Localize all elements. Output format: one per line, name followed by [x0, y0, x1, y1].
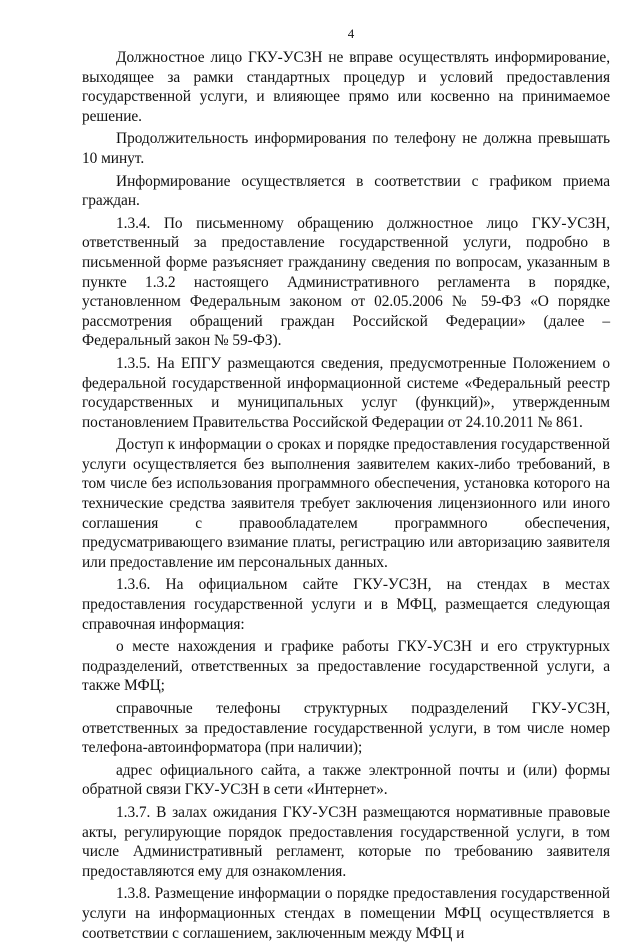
page-number: 4 — [347, 26, 355, 41]
paragraph-informing-limits: Должностное лицо ГКУ-УСЗН не вправе осуществлять информирование, выходящее за рамки стандартных процедур и условий предоставления государственной услуги, и влияющее прямо или косвенно на принимаемое решение. — [82, 49, 610, 125]
paragraph-1-3-8: 1.3.8. Размещение информации о порядке предоставления государственной услуги на информационных стендах в помещении МФЦ осуществляется в соответствии с соглашением, заключенным между МФЦ и — [82, 885, 610, 942]
paragraph-phones: справочные телефоны структурных подразделений ГКУ-УСЗН, ответственных за предоставление государственной услуги, в том числе номер телефона-автоинформатора (при наличии); — [82, 700, 610, 757]
paragraph-1-3-4: 1.3.4. По письменному обращению должностное лицо ГКУ-УСЗН, ответственный за предоставление государственной услуги, подробно в письменной форме разъясняет гражданину сведения по вопросам, указанным в пункте 1.3.2 настоящего Административного регламента в порядке, установленном Федеральным законом от 02.05.2006 № 59-ФЗ «О порядке рассмотрения обращений граждан Российской Федерации» (далее – Федеральный закон № 59-ФЗ). — [82, 214, 610, 350]
paragraph-1-3-7: 1.3.7. В залах ожидания ГКУ-УСЗН размещаются нормативные правовые акты, регулирующие порядок предоставления государственной услуги, в том числе Административный регламент, которые по требованию заявителя предоставляются ему для ознакомления. — [82, 803, 610, 880]
paragraph-1-3-6: 1.3.6. На официальном сайте ГКУ-УСЗН, на стендах в местах предоставления государственной услуги и в МФЦ, размещается следующая справочная информация: — [82, 576, 610, 633]
paragraph-reception-schedule: Информирование осуществляется в соответствии с графиком приема граждан. — [82, 172, 610, 210]
paragraph-1-3-5: 1.3.5. На ЕПГУ размещаются сведения, предусмотренные Положением о федеральной государственной информационной системе «Федеральный реестр государственных и муниципальных услуг (функций)», утвержденным постановлением Правительства Российской Федерации от 24.10.2011 № 861. — [82, 354, 610, 431]
paragraph-phone-duration: Продолжительность информирования по телефону не должна превышать 10 минут. — [82, 130, 610, 167]
paragraph-website: адрес официального сайта, а также электронной почты и (или) формы обратной связи ГКУ-УСЗН в сети «Интернет». — [82, 761, 610, 799]
paragraph-access: Доступ к информации о сроках и порядке предоставления государственной услуги осуществляется без выполнения заявителем каких-либо требований, в том числе без использования программного обеспечения, установка которого на технические средства заявителя требует заключения лицензионного или иного соглашения с правообладателем программного обеспечения, предусматривающего взимание платы, регистрацию или авторизацию заявителя или предоставление им персональных данных. — [82, 436, 610, 571]
paragraph-location-schedule: о месте нахождения и графике работы ГКУ-УСЗН и его структурных подразделений, ответственных за предоставление государственной услуги, а также МФЦ; — [82, 638, 610, 695]
